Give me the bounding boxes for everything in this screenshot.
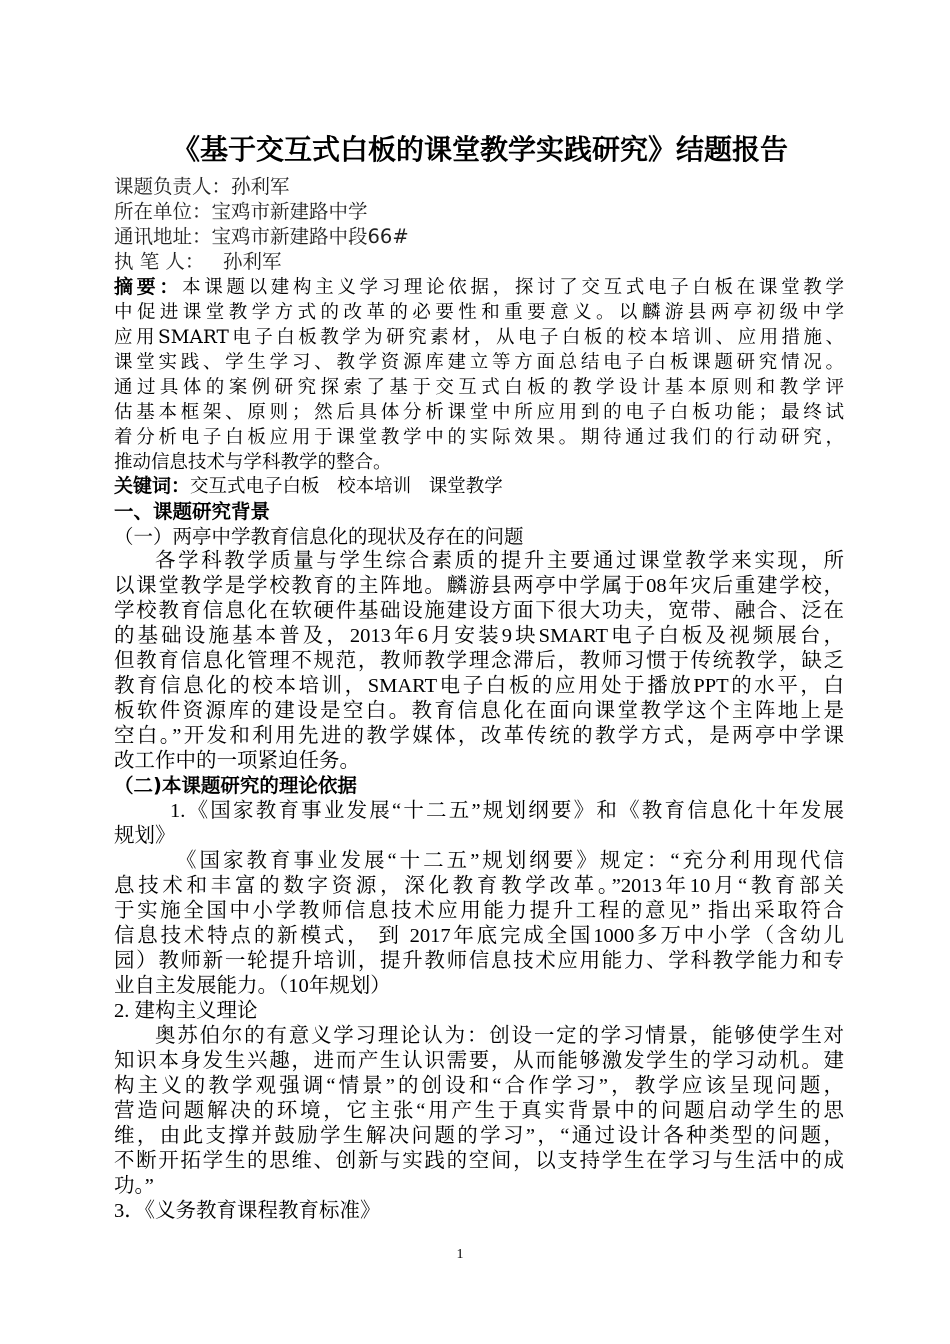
abstract-line: 中促进课堂教学方式的改革的必要性和重要意义。以麟游县两亭初级中学	[114, 302, 844, 323]
subsection-heading: （二)本课题研究的理论依据	[114, 774, 357, 797]
paragraph-line: 以课堂教学是学校教育的主阵地。麟游县两亭中学属于08年灾后重建学校，	[114, 575, 844, 597]
paragraph-line: 信息技术特点的新模式， 到 2017年底完成全国1000多万中小学（含幼儿	[114, 925, 844, 947]
paragraph-line: 改工作中的一项紧迫任务。	[114, 750, 360, 772]
item-title: 2. 建构主义理论	[114, 1000, 258, 1022]
paragraph-line: 知识本身发生兴趣，进而产生认识需要，从而能够激发学生的学习动机。建	[114, 1050, 844, 1072]
paragraph-line: 教育信息化的校本培训，SMART电子白板的应用处于播放PPT的水平，白	[114, 675, 844, 697]
keywords-label: 关键词：	[114, 475, 191, 497]
abstract-first-line	[114, 275, 844, 300]
abstract-line: 估基本框架、原则；然后具体分析课堂中所应用到的电子白板功能；最终试	[114, 402, 844, 423]
section-heading: 一、课题研究背景	[114, 500, 271, 523]
abstract-line: 推动信息技术与学科教学的整合。	[114, 452, 392, 473]
paragraph-line: 各学科教学质量与学生综合素质的提升主要通过课堂教学来实现，所	[155, 550, 844, 572]
paragraph-line: 学校教育信息化在软硬件基础设施建设方面下很大功夫，宽带、融合、泛在	[114, 600, 844, 622]
abstract-label: 摘要：	[114, 276, 183, 298]
project-leader: 课题负责人：孙利军	[114, 175, 290, 198]
abstract-line: 应用SMART电子白板教学为研究素材，从电子白板的校本培训、应用措施、	[114, 327, 844, 348]
keywords-value: 交互式电子白板 校本培训 课堂教学	[190, 476, 503, 497]
paragraph-line: 功。”	[114, 1175, 154, 1197]
abstract-line: 课堂实践、学生学习、教学资源库建立等方面总结电子白板课题研究情况。	[114, 352, 844, 373]
abstract-line: 着分析电子白板应用于课堂教学中的实际效果。期待通过我们的行动研究，	[114, 427, 844, 448]
paragraph-line: 构主义的教学观强调“情景”的创设和“合作学习”，教学应该呈现问题，	[114, 1075, 844, 1097]
address: 通讯地址：宝鸡市新建路中段66#	[114, 225, 409, 248]
item-title-line: 规划》	[114, 825, 176, 847]
keywords	[114, 474, 844, 499]
paragraph-line: 业自主发展能力。（10年规划）	[114, 975, 391, 997]
abstract-line: 通过具体的案例研究探索了基于交互式白板的教学设计基本原则和教学评	[114, 377, 844, 398]
writer: 执 笔 人： 孙利军	[114, 250, 282, 273]
paragraph-line: 息技术和丰富的数字资源，深化教育教学改革。”2013年10月“教育部关	[114, 875, 844, 897]
paragraph-line: 园）教师新一轮提升培训，提升教师信息技术应用能力、学科教学能力和专	[114, 950, 844, 972]
paragraph-line: 《国家教育事业发展“十二五”规划纲要》规定：“充分利用现代信	[176, 850, 844, 872]
abstract-text: 本课题以建构主义学习理论依据，探讨了交互式电子白板在课堂教学	[182, 277, 844, 298]
paragraph-line: 但教育信息化管理不规范，教师教学理念滞后，教师习惯于传统教学，缺乏	[114, 650, 844, 672]
page-number: 1	[456, 1247, 464, 1262]
subsection-heading: （一）两亭中学教育信息化的现状及存在的问题	[114, 525, 524, 548]
paragraph-line: 不断开拓学生的思维、创新与实践的空间，以支持学生在学习与生活中的成	[114, 1150, 844, 1172]
item-title: 3．《义务教育课程教育标准》	[114, 1200, 381, 1222]
paragraph-line: 的基础设施基本普及，2013年6月安装9块SMART电子白板及视频展台，	[114, 625, 844, 647]
paragraph-line: 板软件资源库的建设是空白。教育信息化在面向课堂教学这个主阵地上是	[114, 700, 844, 722]
paragraph-line: 于实施全国中小学教师信息技术应用能力提升工程的意见” 指出采取符合	[114, 900, 844, 922]
paragraph-line: 奥苏伯尔的有意义学习理论认为：创设一定的学习情景，能够使学生对	[155, 1025, 844, 1047]
paragraph-line: 维，由此支撑并鼓励学生解决问题的学习”，“通过设计各种类型的问题，	[114, 1125, 844, 1147]
item-title-line: 1.《国家教育事业发展“十二五”规划纲要》和《教育信息化十年发展	[170, 800, 844, 822]
report-title: 《基于交互式白板的课堂教学实践研究》结题报告	[171, 133, 788, 166]
paragraph-line: 空白。”开发和利用先进的教学媒体，改革传统的教学方式，是两亭中学课	[114, 725, 844, 747]
unit: 所在单位：宝鸡市新建路中学	[114, 200, 368, 223]
paragraph-line: 营造问题解决的环境，它主张“用产生于真实背景中的问题启动学生的思	[114, 1100, 844, 1122]
